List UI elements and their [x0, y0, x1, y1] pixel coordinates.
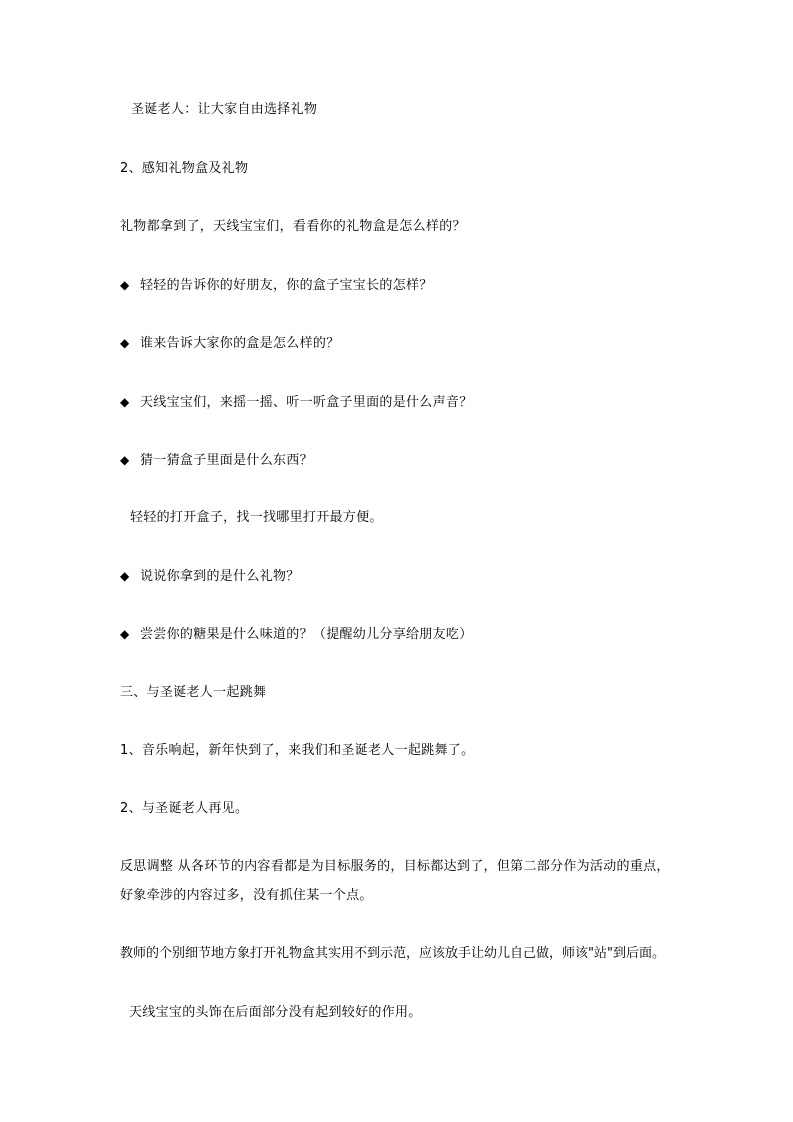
text-line: 圣诞老人：让大家自由选择礼物 [131, 102, 318, 117]
bullet-text: 尝尝你的糖果是什么味道的？（提醒幼儿分享给朋友吃） [140, 627, 473, 642]
diamond-bullet-icon: ◆ [120, 627, 130, 641]
diamond-bullet-icon: ◆ [120, 395, 130, 409]
diamond-bullet-icon: ◆ [120, 569, 130, 583]
text-line: 2、与圣诞老人再见。 [120, 801, 249, 816]
bullet-item [120, 626, 473, 643]
section-heading: 2、感知礼物盒及礼物 [120, 161, 249, 176]
bullet-item [120, 394, 473, 411]
text-line: 1、音乐响起，新年快到了，来我们和圣诞老人一起跳舞了。 [120, 743, 475, 758]
bullet-text: 猜一猜盒子里面是什么东西？ [140, 453, 313, 468]
bullet-text: 轻轻的告诉你的好朋友，你的盒子宝宝长的怎样？ [140, 278, 433, 293]
text-line: 天线宝宝的头饰在后面部分没有起到较好的作用。 [129, 1005, 422, 1020]
text-line: 反思调整 从各环节的内容看都是为目标服务的，目标都达到了，但第二部分作为活动的重点， [120, 859, 670, 874]
bullet-item [120, 277, 433, 294]
diamond-bullet-icon: ◆ [120, 453, 130, 467]
section-heading: 三、与圣诞老人一起跳舞 [120, 685, 267, 700]
bullet-item [120, 568, 300, 585]
bullet-item [120, 335, 340, 352]
text-line: 轻轻的打开盒子，找一找哪里打开最方便。 [130, 510, 383, 525]
text-line: 礼物都拿到了，天线宝宝们，看看你的礼物盒是怎么样的？ [120, 219, 466, 234]
bullet-text: 天线宝宝们，来摇一摇、听一听盒子里面的是什么声音？ [140, 395, 473, 410]
bullet-text: 谁来告诉大家你的盒是怎么样的？ [140, 336, 340, 351]
bullet-item [120, 452, 313, 469]
diamond-bullet-icon: ◆ [120, 336, 130, 350]
text-line: 好象牵涉的内容过多，没有抓住某一个点。 [120, 888, 373, 903]
bullet-text: 说说你拿到的是什么礼物？ [140, 569, 300, 584]
text-line: 教师的个别细节地方象打开礼物盒其实用不到示范，应该放手让幼儿自己做，师该"站"到后面。 [120, 946, 665, 961]
diamond-bullet-icon: ◆ [120, 278, 130, 292]
